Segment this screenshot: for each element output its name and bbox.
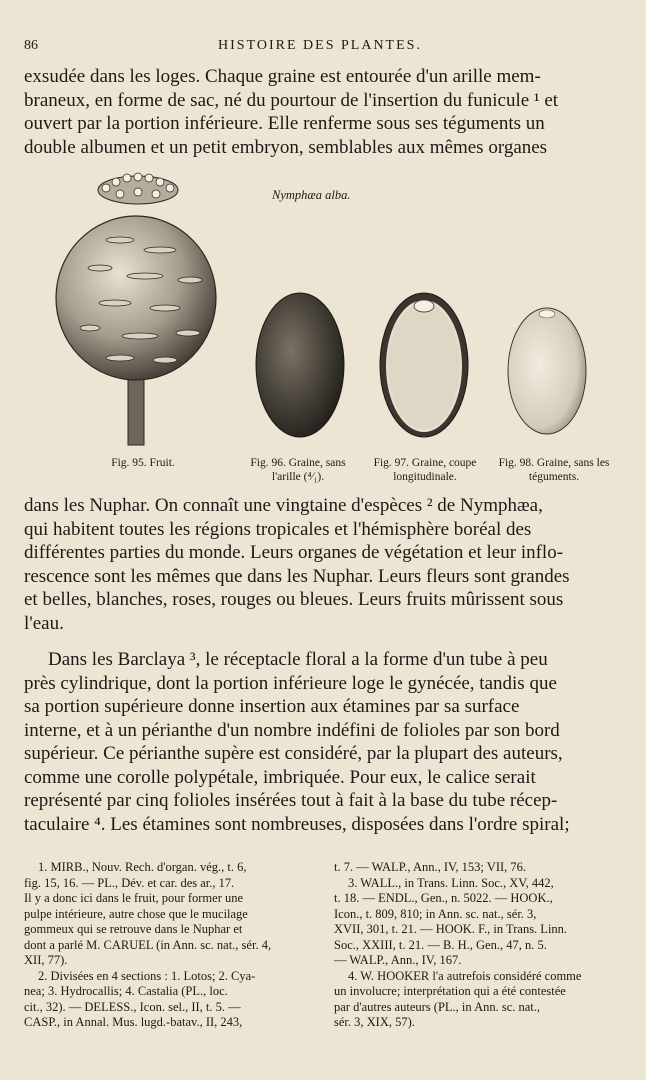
seed-bare-illustration bbox=[504, 304, 590, 438]
text-line: exsudée dans les loges. Chaque graine est entourée d'un arille mem- bbox=[24, 66, 541, 87]
paragraph-2 bbox=[24, 494, 614, 635]
text-line: sa portion supérieure donne insertion aux étamines par sa surface bbox=[24, 696, 520, 717]
footnote-line: 2. Divisées en 4 sections : 1. Lotos; 2. Cya- bbox=[38, 968, 256, 983]
paragraph-3 bbox=[24, 648, 614, 836]
figure-nymphaea bbox=[0, 168, 646, 488]
footnote-line: 4. W. HOOKER l'a autrefois considéré comme bbox=[348, 968, 582, 983]
footnote-line: cit., 32). — DELESS., Icon. sel., II, t. 5. — bbox=[24, 999, 241, 1014]
running-title: HISTOIRE DES PLANTES. bbox=[218, 38, 422, 53]
footnote-line: pulpe intérieure, autre chose que le mucilage bbox=[24, 906, 248, 921]
footnote-line: Il y a donc ici dans le fruit, pour former une bbox=[24, 891, 244, 905]
footnote-line: t. 18. — ENDL., Gen., n. 5022. — HOOK., bbox=[334, 891, 553, 905]
page-number: 86 bbox=[24, 38, 38, 53]
text-line: dans les Nuphar. On connaît une vingtaine d'espèces ² de Nymphæa, bbox=[24, 495, 543, 516]
text-line: taculaire ⁴. Les étamines sont nombreuses, disposées dans l'ordre spiral; bbox=[24, 813, 570, 835]
footnote-line: 3. WALL., in Trans. Linn. Soc., XV, 442, bbox=[348, 875, 554, 890]
caption-fig-97: Fig. 97. Graine, coupe longitudinale. bbox=[373, 457, 477, 483]
footnote-line: sér. 3, XIX, 57). bbox=[334, 1015, 415, 1029]
caption-fig-96: Fig. 96. Graine, sans l'arille (⁴⁄₁). bbox=[250, 457, 346, 483]
text-line: qui habitent toutes les régions tropicales et l'hémisphère boréal des bbox=[24, 518, 532, 540]
text-line: supérieur. Ce périanthe supère est considéré, par la plupart des auteurs, bbox=[24, 743, 563, 764]
footnote-line: XII, 77). bbox=[24, 953, 68, 967]
text-line: près cylindrique, dont la portion inférieure loge le gynécée, tandis que bbox=[24, 672, 557, 694]
seed-illustration bbox=[252, 290, 348, 440]
page-header bbox=[24, 38, 616, 58]
fruit-illustration bbox=[50, 168, 230, 453]
footnote-line: nea; 3. Hydrocallis; 4. Castalia (PL., loc. bbox=[24, 984, 228, 998]
footnotes-left-column bbox=[24, 860, 314, 1031]
footnote-line: fig. 15, 16. — PL., Dév. et car. des ar., 17. bbox=[24, 875, 235, 890]
text-line: interne, et à un périanthe d'un nombre indéfini de folioles par son bord bbox=[24, 719, 560, 741]
footnote-line: gommeux qui se retrouve dans le Nuphar et bbox=[24, 922, 243, 936]
text-line: représenté par cinq folioles insérées tout à fait à la base du tube récep- bbox=[24, 790, 558, 811]
caption-fig-98: Fig. 98. Graine, sans les téguments. bbox=[498, 457, 610, 483]
text-line: différentes parties du monde. Leurs organes de végétation et leur inflo- bbox=[24, 542, 564, 563]
seed-section-illustration bbox=[376, 290, 472, 440]
footnotes-right-column bbox=[334, 860, 618, 1031]
footnote-line: 1. MIRB., Nouv. Rech. d'organ. vég., t. 6, bbox=[38, 860, 247, 874]
text-line: braneux, en forme de sac, né du pourtour de l'insertion du funicule ¹ et bbox=[24, 89, 559, 111]
footnote-line: CASP., in Annal. Mus. lugd.-batav., II, 243, bbox=[24, 1015, 243, 1029]
text-line: et belles, blanches, roses, rouges ou bleues. Leurs fruits mûrissent sous bbox=[24, 589, 564, 610]
text-line: comme une corolle polypétale, imbriquée. Pour eux, le calice serait bbox=[24, 766, 536, 788]
footnote-line: Icon., t. 809, 810; in Ann. sc. nat., sér. 3, bbox=[334, 906, 537, 921]
footnote-line: — WALP., Ann., IV, 167. bbox=[334, 953, 462, 967]
text-line: Dans les Barclaya ³, le réceptacle floral a la forme d'un tube à peu bbox=[48, 649, 548, 670]
footnote-line: par d'autres auteurs (PL., in Ann. sc. nat., bbox=[334, 999, 541, 1014]
text-line: rescence sont les mêmes que dans les Nuphar. Leurs fleurs sont grandes bbox=[24, 565, 570, 587]
footnote-line: Soc., XXIII, t. 21. — B. H., Gen., 47, n. 5. bbox=[334, 937, 547, 952]
caption-fig-95: Fig. 95. Fruit. bbox=[111, 457, 175, 469]
footnote-line: dont a parlé M. CARUEL (in Ann. sc. nat., sér. 4, bbox=[24, 937, 272, 952]
text-line: double albumen et un petit embryon, semblables aux mêmes organes bbox=[24, 136, 548, 158]
paragraph-1 bbox=[24, 65, 614, 159]
footnote-line: t. 7. — WALP., Ann., IV, 153; VII, 76. bbox=[334, 860, 527, 874]
text-line: l'eau. bbox=[24, 612, 64, 634]
footnote-line: XVII, 301, t. 21. — HOOK. F., in Trans. Linn. bbox=[334, 922, 568, 936]
text-line: ouvert par la portion inférieure. Elle renferme sous ses téguments un bbox=[24, 113, 545, 134]
figure-title: Nymphæa alba. bbox=[272, 188, 351, 202]
footnote-line: un involucre; interprétation qui a été contestée bbox=[334, 984, 566, 998]
